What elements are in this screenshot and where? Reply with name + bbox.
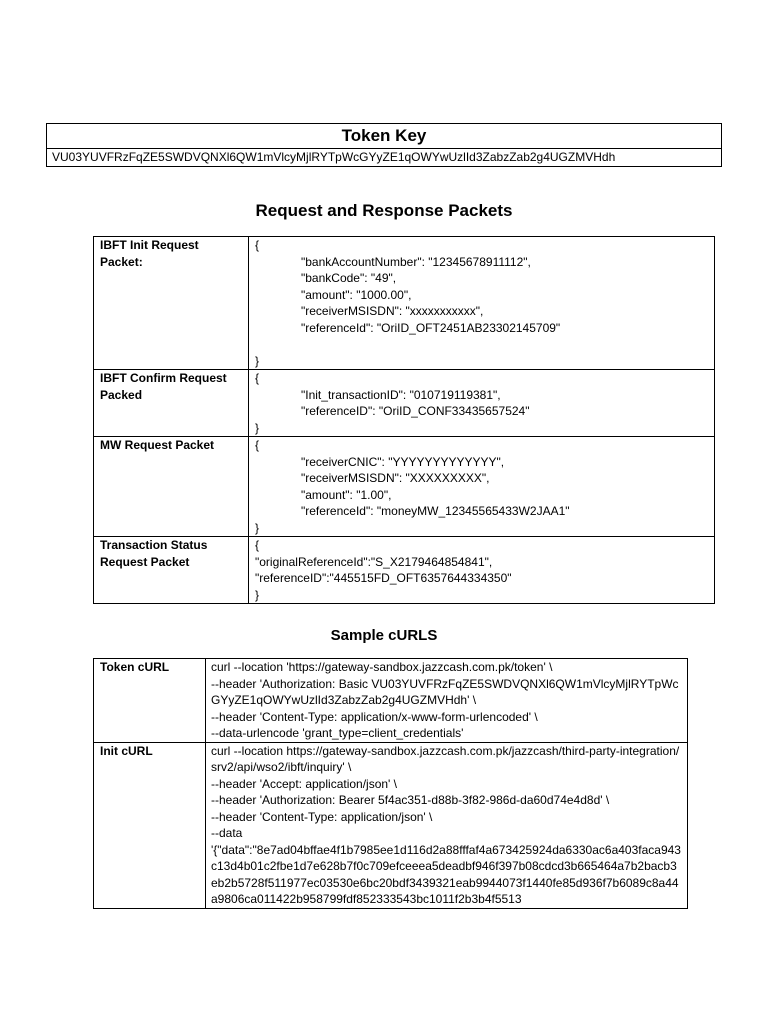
request-response-table xyxy=(93,236,715,604)
token-key-value: VU03YUVFRzFqZE5SWDVQNXl6QW1mVlcyMjlRYTpWcGYyZE1qOWYwUzlId3ZabzZab2g4UGZMVHdh xyxy=(52,150,616,164)
curl-command-line: --header 'Content-Type: application/x-www-form-urlencoded' \ xyxy=(211,709,538,724)
token-key-box xyxy=(46,123,722,167)
packet-field-line: "receiverCNIC": "YYYYYYYYYYYYY", xyxy=(301,454,505,469)
packet-field-line: "amount": "1000.00", xyxy=(301,287,412,302)
curl-row xyxy=(94,742,688,908)
packet-open-brace: { xyxy=(255,538,260,552)
packet-field-line: "referenceId": "moneyMW_12345565433W2JAA1" xyxy=(301,504,570,518)
curl-row xyxy=(94,659,688,743)
curl-label: Token cURL xyxy=(94,659,206,743)
packet-field-line: "bankAccountNumber": "12345678911112", xyxy=(301,254,531,269)
packet-label: MW Request Packet xyxy=(94,437,249,537)
curl-command-line: curl --location 'https://gateway-sandbox.jazzcash.com.pk/token' \ xyxy=(211,660,553,674)
packet-field-line: "referenceID":"445515FD_OFT6357644334350" xyxy=(255,571,512,585)
curl-command-line: curl --location https://gateway-sandbox.jazzcash.com.pk/jazzcash/third-party-integration/srv2/api/wso2/ibft/inquiry' \ xyxy=(211,743,680,774)
packet-field-line: "receiverMSISDN": "XXXXXXXXX", xyxy=(301,471,490,485)
packet-blank-line xyxy=(255,336,708,353)
curl-command-line: --header 'Accept: application/json' \ xyxy=(211,776,398,791)
packet-row xyxy=(94,237,715,370)
packet-field-line: "Init_transactionID": "010719119381", xyxy=(301,387,501,402)
packet-row xyxy=(94,370,715,437)
curl-command xyxy=(206,659,688,743)
curl-command-line: --header 'Content-Type: application/json' \ xyxy=(211,809,433,824)
packet-close-brace: } xyxy=(255,587,260,602)
packet-row xyxy=(94,537,715,604)
curl-command-line: '{"data":"8e7ad04bffae4f1b7985ee1d116d2a88fffaf4a673425924da6330ac6a403faca943c13d4b01c2fbe1d7e628b7f0c709efceeea5deadbf946f397b08cdcd3b665464a7b2bacb3eb2b5728f511977ec03530e6bc20bdf3439321eab9944073f1440fe85d936f7b6089c8a44a9806ca011422b958799fdf852333543bc1011f2b3b4f5513 xyxy=(211,842,681,906)
curl-label: Init cURL xyxy=(94,742,206,908)
request-response-title: Request and Response Packets xyxy=(255,201,513,220)
curl-command-line: --header 'Authorization: Bearer 5f4ac351-d88b-3f82-986d-da60d74e4d8d' \ xyxy=(211,793,610,807)
curl-command-line: --data-urlencode 'grant_type=client_credentials' xyxy=(211,726,464,740)
packet-field-line: "referenceID": "OriID_CONF33435657524" xyxy=(301,404,530,418)
curl-command-line: --data xyxy=(211,826,243,840)
packet-label: Transaction Status Request Packet xyxy=(94,537,249,604)
packet-body xyxy=(249,237,715,370)
packet-field-line: "amount": "1.00", xyxy=(301,487,392,502)
packet-close-brace: } xyxy=(255,420,260,435)
packet-open-brace: { xyxy=(255,438,260,452)
packet-label: IBFT Confirm Request Packed xyxy=(94,370,249,437)
packet-field-line: "bankCode": "49", xyxy=(301,271,397,285)
packet-row xyxy=(94,437,715,537)
sample-curls-table xyxy=(93,658,688,909)
packet-body xyxy=(249,437,715,537)
packet-field-line: "referenceId": "OriID_OFT2451AB23302145709" xyxy=(301,320,561,335)
sample-curls-title: Sample cURLS xyxy=(330,627,438,644)
packet-open-brace: { xyxy=(255,371,260,385)
packet-body xyxy=(249,537,715,604)
curl-command-line: --header 'Authorization: Basic VU03YUVFRzFqZE5SWDVQNXl6QW1mVlcyMjlRYTpWcGYyZE1qOWYwUzlId3ZabzZab2g4UGZMVHdh' \ xyxy=(211,676,679,707)
packet-open-brace: { xyxy=(255,238,260,252)
packet-close-brace: } xyxy=(255,353,260,368)
packet-label: IBFT Init Request Packet: xyxy=(94,237,249,370)
curl-command xyxy=(206,742,688,908)
token-key-title: Token Key xyxy=(47,124,721,149)
packet-field-line: "receiverMSISDN": "xxxxxxxxxxx", xyxy=(301,304,484,318)
packet-close-brace: } xyxy=(255,520,260,535)
packet-body xyxy=(249,370,715,437)
packet-field-line: "originalReferenceId":"S_X2179464854841", xyxy=(255,554,493,569)
